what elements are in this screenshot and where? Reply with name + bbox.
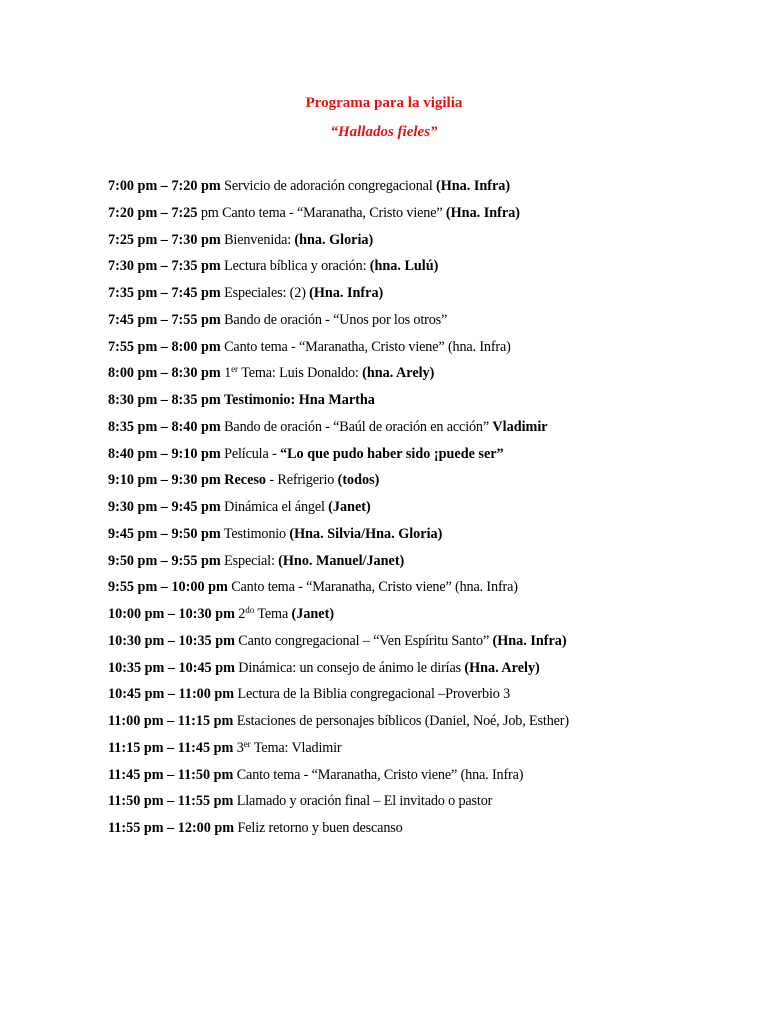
schedule-description: Testimonio bbox=[220, 525, 290, 542]
schedule-description: Canto tema - “Maranatha, Cristo viene” (hna. Infra) bbox=[227, 579, 518, 596]
schedule-item bbox=[108, 417, 569, 444]
schedule-item bbox=[108, 684, 569, 711]
schedule-time: 8:00 pm – 8:30 pm bbox=[108, 365, 221, 382]
schedule-description: Lectura bíblica y oración: bbox=[220, 258, 370, 275]
schedule-time: 7:20 pm – 7:25 bbox=[108, 204, 198, 221]
schedule-time: 10:45 pm – 11:00 pm bbox=[108, 686, 235, 703]
schedule-item bbox=[108, 337, 569, 364]
schedule-highlight: (Hna. Infra) bbox=[445, 204, 521, 221]
schedule-description: Lectura de la Biblia congregacional –Proverbio 3 bbox=[234, 686, 511, 703]
schedule-highlight: (hna. Arely) bbox=[362, 365, 435, 382]
schedule-highlight: (Hno. Manuel/Janet) bbox=[278, 552, 405, 569]
schedule-item bbox=[108, 470, 569, 497]
schedule-item bbox=[108, 203, 569, 230]
schedule-item bbox=[108, 230, 569, 257]
schedule-time: 9:50 pm – 9:55 pm bbox=[108, 552, 221, 569]
schedule-highlight: (Janet) bbox=[291, 606, 335, 622]
schedule-time: 11:00 pm – 11:15 pm bbox=[108, 713, 234, 729]
schedule-time: 11:55 pm – 12:00 pm bbox=[108, 820, 235, 836]
schedule-description: Estaciones de personajes bíblicos (Daniel, Noé, Job, Esther) bbox=[233, 713, 569, 729]
schedule-description: Bando de oración - “Unos por los otros” bbox=[220, 311, 448, 328]
schedule-item bbox=[108, 363, 569, 390]
schedule-item bbox=[108, 577, 569, 604]
schedule-time: 10:35 pm – 10:45 pm bbox=[108, 659, 235, 676]
schedule-highlight: (Hna. Infra) bbox=[436, 178, 511, 194]
schedule-description: Dinámica: un consejo de ánimo le dirías bbox=[234, 659, 465, 676]
schedule-description: Feliz retorno y buen descanso bbox=[234, 820, 403, 836]
schedule-item bbox=[108, 444, 569, 471]
schedule-item bbox=[108, 791, 569, 818]
schedule-highlight: (Janet) bbox=[328, 499, 371, 515]
ordinal-suffix: do bbox=[245, 605, 255, 615]
schedule-item bbox=[108, 658, 569, 685]
schedule-description: Canto tema - “Maranatha, Cristo viene” (hna. Infra) bbox=[233, 766, 524, 783]
schedule-time: 8:40 pm – 9:10 pm bbox=[108, 445, 221, 462]
schedule-item bbox=[108, 818, 569, 845]
schedule-time: 7:30 pm – 7:35 pm bbox=[108, 258, 221, 275]
schedule-description: - Refrigerio bbox=[266, 472, 338, 489]
schedule-item bbox=[108, 631, 569, 658]
schedule-highlight: “Lo que pudo haber sido ¡puede ser” bbox=[280, 445, 504, 462]
schedule-description: Bando de oración - “Baúl de oración en acción” bbox=[220, 418, 493, 435]
schedule-time: 9:55 pm – 10:00 pm bbox=[108, 579, 228, 596]
schedule-time: 9:10 pm – 9:30 pm bbox=[108, 472, 221, 489]
schedule-list bbox=[108, 176, 569, 845]
schedule-description: Dinámica el ángel bbox=[220, 499, 329, 515]
schedule-description: 1 bbox=[220, 365, 232, 382]
schedule-highlight: (todos) bbox=[337, 472, 380, 489]
schedule-highlight: Vladimir bbox=[492, 418, 548, 435]
schedule-item bbox=[108, 551, 569, 578]
schedule-highlight: (Hna. Infra) bbox=[309, 285, 384, 301]
schedule-item bbox=[108, 256, 569, 283]
schedule-highlight: (Hna. Silvia/Hna. Gloria) bbox=[289, 525, 443, 542]
schedule-description: Llamado y oración final – El invitado o pastor bbox=[233, 793, 493, 810]
schedule-description: Tema: Vladimir bbox=[250, 739, 342, 756]
schedule-description: Tema bbox=[254, 606, 292, 622]
schedule-time: 8:30 pm – 8:35 pm bbox=[108, 392, 221, 408]
schedule-highlight: Testimonio: Hna Martha bbox=[220, 392, 375, 408]
schedule-item bbox=[108, 176, 569, 203]
schedule-highlight: (Hna. Infra) bbox=[492, 632, 567, 649]
schedule-item bbox=[108, 524, 569, 551]
schedule-time: 11:45 pm – 11:50 pm bbox=[108, 766, 234, 783]
schedule-description: Película - bbox=[220, 445, 280, 462]
ordinal-suffix: er bbox=[243, 738, 251, 749]
schedule-time: 8:35 pm – 8:40 pm bbox=[108, 418, 221, 435]
schedule-description: 3 bbox=[233, 739, 244, 756]
program-subtitle: “Hallados fieles” bbox=[330, 124, 438, 140]
schedule-description: Tema: Luis Donaldo: bbox=[238, 365, 363, 382]
schedule-time: 7:55 pm – 8:00 pm bbox=[108, 338, 221, 355]
schedule-description: Servicio de adoración congregacional bbox=[220, 178, 437, 194]
ordinal-suffix: er bbox=[231, 364, 239, 375]
schedule-description: 2 bbox=[234, 606, 246, 622]
schedule-item bbox=[108, 604, 569, 631]
schedule-time: 7:00 pm – 7:20 pm bbox=[108, 178, 221, 194]
schedule-item bbox=[108, 283, 569, 310]
schedule-item bbox=[108, 738, 569, 765]
schedule-time: 11:50 pm – 11:55 pm bbox=[108, 793, 234, 810]
schedule-time: 7:45 pm – 7:55 pm bbox=[108, 311, 221, 328]
schedule-description: Canto congregacional – “Ven Espíritu Santo” bbox=[234, 632, 493, 649]
schedule-description: Especiales: (2) bbox=[220, 285, 310, 301]
schedule-description: Canto tema - “Maranatha, Cristo viene” (hna. Infra) bbox=[220, 338, 511, 355]
schedule-highlight: Receso bbox=[220, 472, 267, 489]
schedule-time: 10:00 pm – 10:30 pm bbox=[108, 606, 235, 622]
schedule-time: 7:25 pm – 7:30 pm bbox=[108, 231, 221, 248]
schedule-time: 9:30 pm – 9:45 pm bbox=[108, 499, 221, 515]
schedule-description: Bienvenida: bbox=[220, 231, 295, 248]
schedule-time: 11:15 pm – 11:45 pm bbox=[108, 739, 234, 756]
schedule-time: 7:35 pm – 7:45 pm bbox=[108, 285, 221, 301]
schedule-highlight: (hna. Gloria) bbox=[294, 231, 374, 248]
schedule-description: Especial: bbox=[220, 552, 279, 569]
schedule-highlight: (hna. Lulú) bbox=[369, 258, 439, 275]
schedule-item bbox=[108, 711, 569, 738]
schedule-item bbox=[108, 497, 569, 524]
schedule-time: 10:30 pm – 10:35 pm bbox=[108, 632, 235, 649]
schedule-item bbox=[108, 390, 569, 417]
program-title: Programa para la vigilia bbox=[305, 95, 463, 111]
schedule-highlight: (Hna. Arely) bbox=[464, 659, 540, 676]
schedule-item bbox=[108, 310, 569, 337]
schedule-item bbox=[108, 765, 569, 792]
schedule-time: 9:45 pm – 9:50 pm bbox=[108, 525, 221, 542]
schedule-description: pm Canto tema - “Maranatha, Cristo viene” bbox=[197, 204, 446, 221]
